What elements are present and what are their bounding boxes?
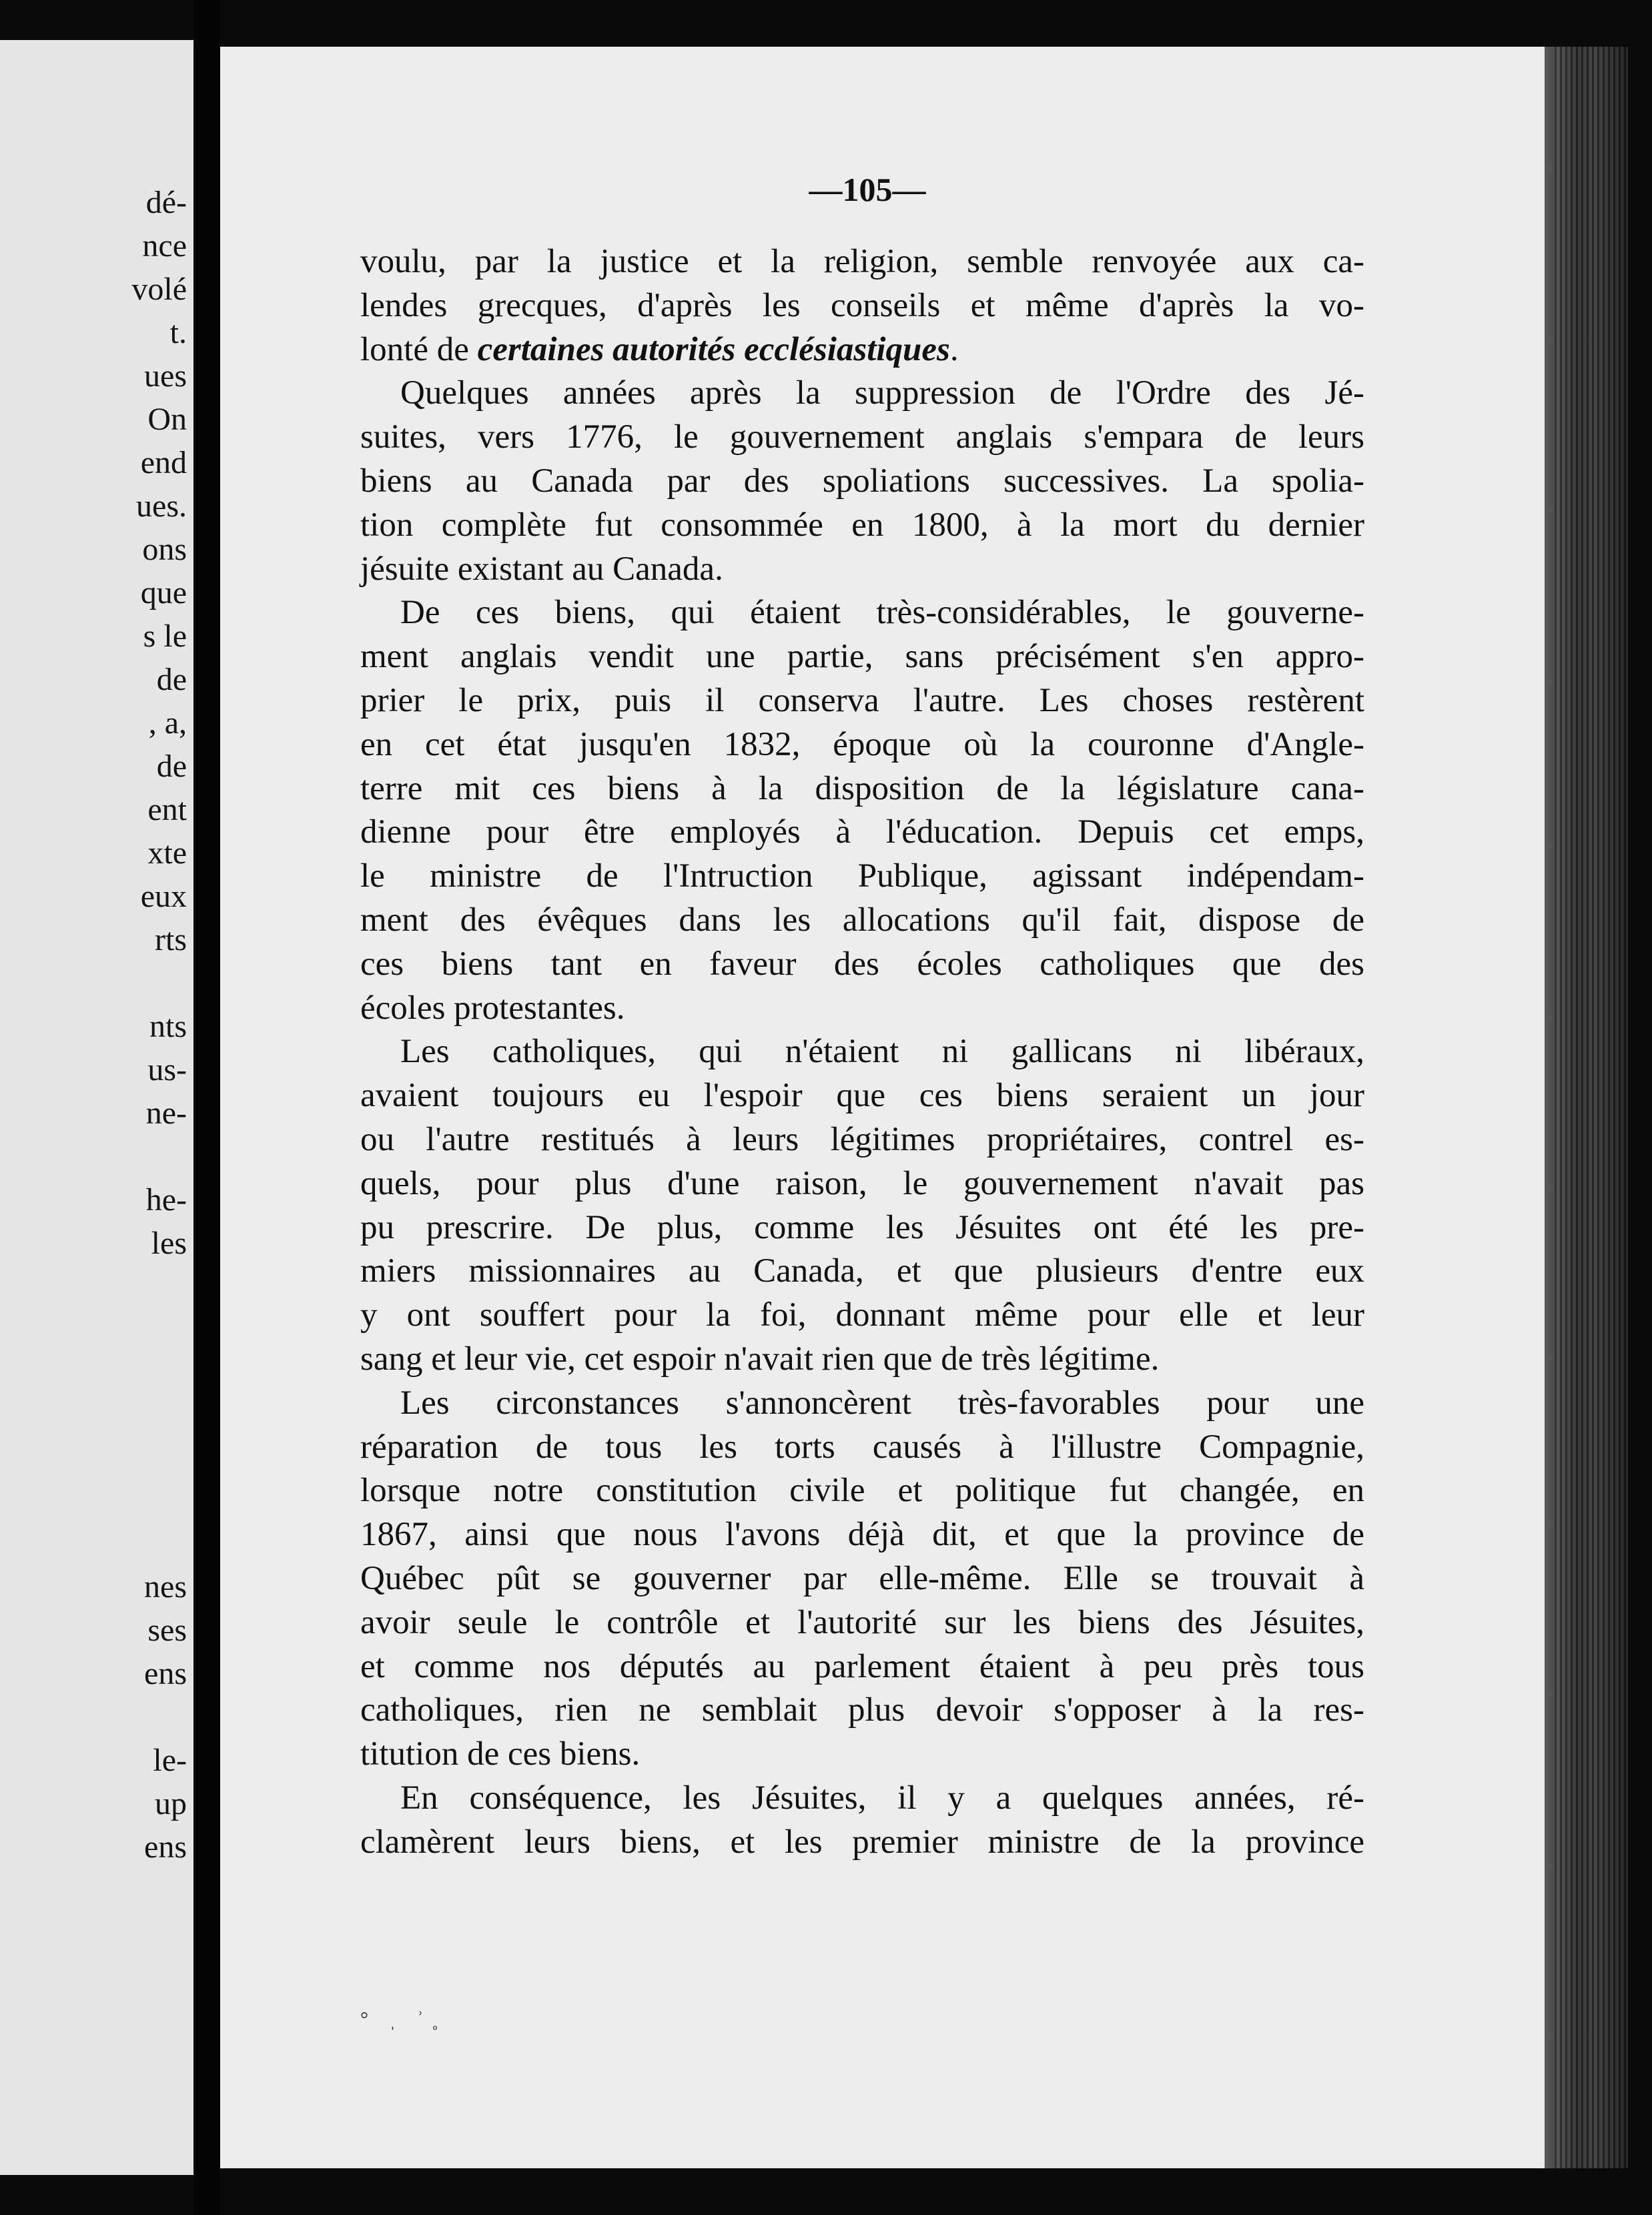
left-page-text-fragment: nts [149,1009,187,1044]
text-run: prier le prix, puis il conserva l'autre. Les choses restèrent [360,681,1364,719]
left-page-text-fragment: ues [144,358,187,394]
ink-specks: ° ˌ ʾ˳ [360,2008,446,2030]
left-page-text-fragment: On [147,402,187,437]
text-run: y ont souffert pour la foi, donnant même pour elle et leur [360,1296,1364,1334]
text-line [360,284,1364,328]
text-line [360,1338,1364,1382]
text-run: Quelques années après la suppression de l'Ordre des Jé- [400,374,1364,412]
left-page-text-fragment: xte [147,835,187,871]
text-line [360,416,1364,460]
book-gutter [193,0,220,2215]
left-page-text-fragment: , a, [148,705,187,741]
text-line [360,635,1364,679]
left-page-text-fragment: le- [153,1743,187,1778]
text-line [360,240,1364,284]
page-edge-stack [1555,47,1628,2168]
left-page-text-fragment: rts [155,922,187,957]
text-run: ces biens tant en faveur des écoles catholiques que des [360,945,1364,983]
text-line [360,1645,1364,1689]
text-run: Québec pût se gouverner par elle-même. Elle se trouvait à [360,1559,1364,1597]
text-run: dienne pour être employés à l'éducation. Depuis cet emps, [360,813,1364,851]
text-line [360,460,1364,504]
left-page-text-fragment: us- [147,1052,187,1087]
left-page-text-fragment: ens [144,1829,187,1865]
text-run: lendes grecques, d'après les conseils et même d'après la vo- [360,286,1364,324]
text-line [360,1821,1364,1865]
text-run: terre mit ces biens à la disposition de la législature cana- [360,769,1364,807]
left-page-text-fragment: eux [140,879,187,914]
page-number: —105— [809,171,926,208]
left-page-text-fragment: end [140,445,187,480]
body-text [360,240,1364,1864]
text-run: voulu, par la justice et la religion, semble renvoyée aux ca- [360,243,1364,280]
text-run: réparation de tous les torts causés à l'illustre Compagnie, [360,1428,1364,1466]
text-run: ment anglais vendit une partie, sans précisément s'en appro- [360,638,1364,676]
text-run: tion complète fut consommée en 1800, à la mort du dernier [360,506,1364,544]
text-run: sang et leur vie, cet espoir n'avait rien que de très légitime. [360,1340,1160,1378]
left-page-text-fragment: ses [147,1613,187,1648]
text-run: Les circonstances s'annoncèrent très-favorables pour une [400,1384,1364,1422]
text-run: lonté de [360,330,478,368]
text-line [360,1733,1364,1777]
left-page-text-fragment: he- [145,1182,187,1218]
left-page-text-fragment: nce [142,228,187,264]
text-line [360,1030,1364,1074]
left-page-text-fragment: s le [143,618,187,654]
text-line [360,328,1364,372]
text-run: En conséquence, les Jésuites, il y a quelques années, ré- [400,1779,1364,1817]
text-run: le ministre de l'Intruction Publique, agissant indépendam- [360,857,1364,895]
left-page-text-fragment: volé [131,272,187,307]
text-run: suites, vers 1776, le gouvernement anglais s'empara de leurs [360,418,1364,456]
text-run: biens au Canada par des spoliations successives. La spolia- [360,462,1364,500]
text-run: écoles protestantes. [360,989,625,1027]
text-line [360,811,1364,855]
left-page-text-fragment: que [140,575,187,610]
left-page-fragment [0,40,193,2175]
text-line [360,1426,1364,1470]
text-line [360,855,1364,899]
text-line [360,1382,1364,1426]
text-line [360,987,1364,1031]
text-line [360,1601,1364,1645]
left-page-text-fragment: dé- [145,185,187,220]
text-run: et comme nos députés au parlement étaient à peu près tous [360,1647,1364,1685]
text-line [360,767,1364,811]
text-line [360,1206,1364,1250]
left-page-text-fragment: de [156,749,187,784]
left-page-text-fragment: nes [144,1569,187,1605]
text-line [360,591,1364,635]
text-line [360,943,1364,987]
text-run: miers missionnaires au Canada, et que plusieurs d'entre eux [360,1252,1364,1290]
left-page-text-fragment: ens [144,1656,187,1691]
text-line [360,1469,1364,1513]
text-line [360,504,1364,548]
text-run: jésuite existant au Canada. [360,550,723,588]
text-line [360,1513,1364,1557]
text-line [360,548,1364,592]
text-line [360,1162,1364,1206]
text-run: titution de ces biens. [360,1735,641,1773]
text-line [360,1074,1364,1118]
text-line [360,723,1364,767]
text-run: en cet état jusqu'en 1832, époque où la couronne d'Angle- [360,725,1364,763]
text-line [360,679,1364,723]
text-line [360,899,1364,943]
text-line [360,1250,1364,1294]
text-run: De ces biens, qui étaient très-considérables, le gouverne- [400,594,1364,632]
text-run: ou l'autre restitués à leurs légitimes propriétaires, contrel es- [360,1120,1364,1158]
left-page-text-fragment: t. [169,315,187,350]
text-run: quels, pour plus d'une raison, le gouvernement n'avait pas [360,1164,1364,1202]
text-run: lorsque notre constitution civile et politique fut changée, en [360,1472,1364,1510]
text-run: . [949,330,959,368]
text-line [360,1777,1364,1821]
text-line [360,1689,1364,1733]
italic-text-run: certaines autorités ecclésiastiques [477,330,950,368]
text-run: pu prescrire. De plus, comme les Jésuites ont été les pre- [360,1208,1364,1246]
text-line [360,372,1364,416]
text-run: Les catholiques, qui n'étaient ni gallicans ni libéraux, [400,1033,1364,1071]
text-run: catholiques, rien ne semblait plus devoir s'opposer à la res- [360,1691,1364,1729]
text-line [360,1118,1364,1162]
text-line [360,1557,1364,1601]
text-line [360,1294,1364,1338]
left-page-text-fragment: de [156,662,187,697]
text-run: avoir seule le contrôle et l'autorité sur les biens des Jésuites, [360,1603,1364,1641]
text-run: 1867, ainsi que nous l'avons déjà dit, et que la province de [360,1516,1364,1554]
text-run: clamèrent leurs biens, et les premier ministre de la province [360,1823,1364,1861]
left-page-text-fragment: up [155,1786,187,1821]
left-page-text-fragment: ne- [145,1095,187,1131]
left-page-text-fragment: les [151,1226,187,1261]
text-run: ment des évêques dans les allocations qu'il fait, dispose de [360,901,1364,939]
left-page-text-fragment: ues. [136,488,187,524]
left-page-text-fragment: ent [147,792,187,827]
left-page-text-fragment: ons [142,532,187,567]
text-run: avaient toujours eu l'espoir que ces biens seraient un jour [360,1077,1364,1115]
